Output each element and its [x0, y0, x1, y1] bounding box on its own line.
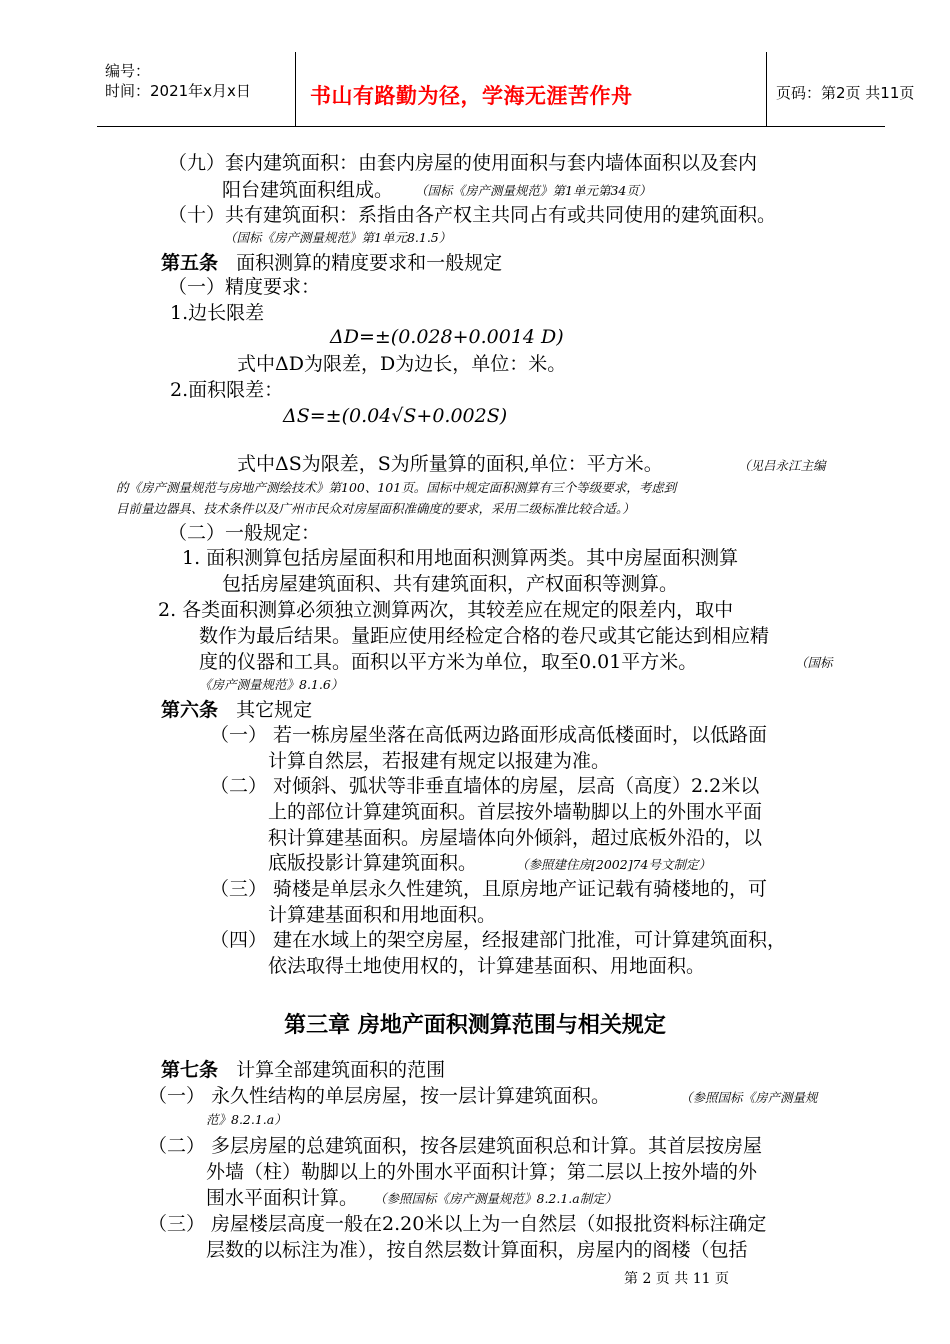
- article-heading: [161, 698, 312, 722]
- citation-note: （参照国标《房产测量规范》8.2.1.a制定）: [374, 1191, 618, 1206]
- text-line: （一） 永久性结构的单层房屋，按一层计算建筑面积。: [148, 1085, 611, 1107]
- text-line: 计算建基面积和用地面积。: [268, 904, 497, 926]
- formula-area-tolerance: ΔS=±(0.04√S+0.002S): [283, 405, 508, 427]
- text-line: 依法取得土地使用权的，计算建基面积、用地面积。: [268, 955, 706, 977]
- citation-note: （参照国标《房产测量规: [680, 1090, 818, 1105]
- motto: 书山有路勤为径，学海无涯苦作舟: [310, 83, 633, 108]
- article-title: 面积测算的精度要求和一般规定: [236, 252, 503, 274]
- text-line: 计算自然层，若报建有规定以报建为准。: [268, 750, 611, 772]
- article-title: 其它规定: [236, 699, 313, 721]
- citation-note: （国标《房产测量规范》第1单元第34页）: [415, 183, 652, 198]
- text-line: 阳台建筑面积组成。: [222, 179, 394, 201]
- text-line: （四） 建在水域上的架空房屋，经报建部门批准，可计算建筑面积，: [210, 929, 787, 951]
- text-line: 底版投影计算建筑面积。: [268, 852, 478, 874]
- text-line: 度的仪器和工具。面积以平方米为单位，取至0.01平方米。: [199, 651, 698, 673]
- text-line: 1.边长限差: [170, 302, 265, 324]
- text-line: （一）精度要求：: [168, 276, 321, 298]
- citation-note: 目前量边器具、技术条件以及广州市民众对房屋面积准确度的要求，采用二级标准比较合适。）: [116, 501, 635, 516]
- text-line: 数作为最后结果。量距应使用经检定合格的卷尺或其它能达到相应精: [199, 625, 770, 647]
- serial-label: 编号：: [105, 62, 151, 80]
- header-motto-cell: [295, 52, 767, 126]
- article-number: 第六条: [161, 699, 219, 721]
- chapter-title: 第三章 房地产面积测算范围与相关规定: [284, 1013, 666, 1038]
- text-line: （九）套内建筑面积：由套内房屋的使用面积与套内墙体面积以及套内: [168, 152, 758, 174]
- page-label: 页码：第2页 共11页: [776, 84, 915, 102]
- article-title: 计算全部建筑面积的范围: [236, 1059, 446, 1081]
- text-line: 外墙（柱）勒脚以上的外围水平面积计算；第二层以上按外墙的外: [206, 1161, 758, 1183]
- text-line: （二） 多层房屋的总建筑面积，按各层建筑面积总和计算。其首层按房屋: [148, 1135, 763, 1157]
- citation-note: 《房产测量规范》8.1.6）: [199, 677, 344, 692]
- text-line: 2.面积限差：: [170, 379, 284, 401]
- citation-note: （国标《房产测量规范》第1单元8.1.5）: [224, 230, 452, 245]
- text-line: （一） 若一栋房屋坐落在高低两边路面形成高低楼面时，以低路面: [210, 724, 768, 746]
- article-heading: [161, 1058, 445, 1082]
- text-line: （二） 对倾斜、弧状等非垂直墙体的房屋，层高（高度）2.2米以: [210, 775, 760, 797]
- text-line: 层数的以标注为准），按自然层数计算面积，房屋内的阁楼（包括: [206, 1239, 748, 1261]
- text-line: 式中ΔD为限差，D为边长，单位：米。: [237, 353, 567, 375]
- text-line: （三） 房屋楼层高度一般在2.20米以上为一自然层（如报批资料标注确定: [148, 1213, 767, 1235]
- text-line: 1. 面积测算包括房屋面积和用地面积测算两类。其中房屋面积测算: [182, 547, 739, 569]
- page-footer: 第 2 页 共 11 页: [624, 1271, 729, 1287]
- text-line: （十）共有建筑面积：系指由各产权主共同占有或共同使用的建筑面积。: [168, 204, 777, 226]
- text-line: 式中ΔS为限差，S为所量算的面积,单位：平方米。: [237, 453, 663, 475]
- article-number: 第七条: [161, 1059, 219, 1081]
- formula-edge-tolerance: ΔD=±(0.028+0.0014 D): [330, 326, 564, 348]
- text-line: （二）一般规定：: [168, 522, 321, 544]
- citation-note: （参照建住房[2002]74号文制定）: [516, 857, 711, 872]
- header-page-cell: [766, 52, 915, 126]
- citation-note: （见吕永江主编: [738, 458, 826, 473]
- header-info-cell: [97, 52, 295, 126]
- text-line: 包括房屋建筑面积、共有建筑面积，产权面积等测算。: [222, 573, 679, 595]
- citation-note: 的《房产测量规范与房地产测绘技术》第100、101页。国标中规定面积测算有三个等级要求，考虑到: [116, 480, 677, 495]
- citation-note: （国标: [795, 655, 833, 670]
- citation-note: 范》8.2.1.a）: [206, 1112, 287, 1127]
- page-header: [97, 52, 915, 127]
- text-line: 上的部位计算建筑面积。首层按外墙勒脚以上的外围水平面: [268, 801, 763, 823]
- text-line: 围水平面积计算。: [206, 1187, 359, 1209]
- text-line: 2. 各类面积测算必须独立测算两次，其较差应在规定的限差内，取中: [158, 599, 734, 621]
- article-heading: [161, 251, 502, 275]
- time-label: 时间：2021年x月x日: [105, 82, 251, 100]
- text-line: （三） 骑楼是单层永久性建筑，且原房地产证记载有骑楼地的，可: [210, 878, 768, 900]
- text-line: 积计算建基面积。房屋墙体向外倾斜，超过底板外沿的，以: [268, 827, 763, 849]
- article-number: 第五条: [161, 252, 219, 274]
